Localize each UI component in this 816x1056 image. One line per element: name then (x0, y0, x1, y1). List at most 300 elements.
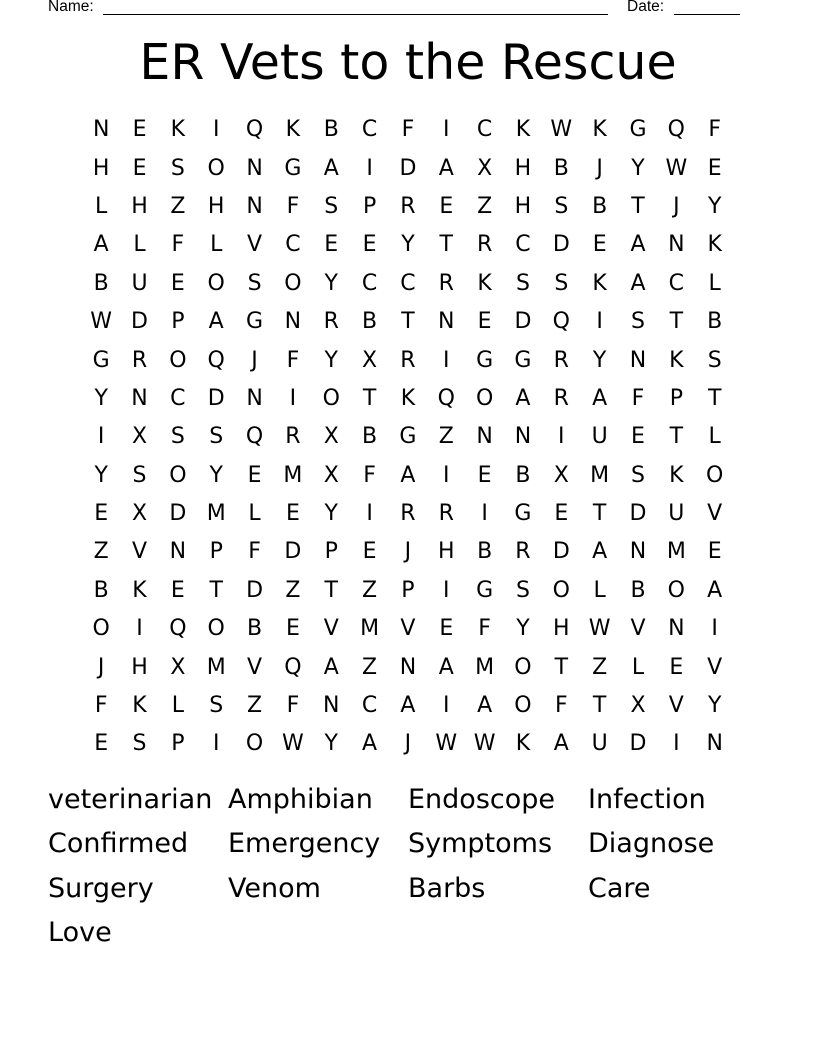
grid-letter[interactable]: Z (93, 539, 109, 565)
grid-letter[interactable]: E (707, 539, 722, 565)
grid-letter[interactable]: S (707, 347, 722, 373)
grid-letter[interactable]: O (706, 462, 724, 488)
grid-letter[interactable]: E (439, 193, 454, 219)
grid-letter[interactable]: F (286, 693, 300, 719)
grid-letter[interactable]: A (630, 232, 646, 258)
grid-letter[interactable]: N (131, 385, 148, 411)
grid-letter[interactable]: I (212, 117, 220, 143)
word-list-item: Venom (228, 872, 321, 904)
grid-letter[interactable]: M (206, 654, 226, 680)
grid-letter[interactable]: F (631, 385, 645, 411)
grid-letter[interactable]: M (475, 654, 495, 680)
grid-letter[interactable]: W (282, 731, 304, 757)
grid-letter[interactable]: Y (631, 155, 645, 181)
grid-letter[interactable]: O (284, 270, 302, 296)
grid-letter[interactable]: G (246, 309, 264, 335)
grid-letter[interactable]: A (592, 539, 608, 565)
grid-letter[interactable]: Q (207, 347, 225, 373)
grid-letter[interactable]: K (592, 270, 607, 296)
grid-letter[interactable]: Z (285, 577, 301, 603)
grid-letter[interactable]: V (131, 539, 148, 565)
grid-letter[interactable]: Y (324, 347, 338, 373)
grid-letter[interactable]: H (553, 616, 570, 642)
grid-letter[interactable]: N (668, 232, 685, 258)
grid-letter[interactable]: A (93, 232, 109, 258)
grid-letter[interactable]: A (400, 693, 416, 719)
grid-letter[interactable]: V (323, 616, 339, 642)
grid-letter[interactable]: K (515, 731, 531, 757)
grid-letter[interactable]: N (706, 731, 723, 757)
grid-letter[interactable]: E (707, 155, 722, 181)
grid-letter[interactable]: Q (245, 117, 264, 143)
grid-letter[interactable]: X (630, 693, 646, 719)
grid-letter[interactable]: Y (401, 232, 415, 258)
grid-letter[interactable]: A (400, 462, 416, 488)
grid-letter[interactable]: M (666, 539, 686, 565)
grid-letter[interactable]: R (131, 347, 148, 373)
grid-letter[interactable]: B (592, 193, 608, 219)
grid-letter[interactable]: A (208, 309, 224, 335)
grid-letter[interactable]: S (170, 155, 185, 181)
grid-letter[interactable]: A (515, 385, 531, 411)
grid-letter[interactable]: E (94, 731, 109, 757)
grid-letter[interactable]: Q (437, 385, 455, 411)
grid-letter[interactable]: N (476, 424, 493, 450)
grid-letter[interactable]: F (363, 462, 376, 488)
grid-letter[interactable]: H (207, 193, 225, 219)
grid-letter[interactable]: S (515, 577, 530, 603)
grid-letter[interactable]: T (362, 385, 377, 411)
grid-letter[interactable]: D (399, 155, 417, 181)
grid-letter[interactable]: K (132, 577, 147, 603)
grid-letter[interactable]: D (246, 577, 264, 603)
grid-letter[interactable]: N (246, 193, 263, 219)
grid-letter[interactable]: A (630, 270, 646, 296)
grid-letter[interactable]: P (669, 385, 683, 411)
grid-letter[interactable]: H (514, 193, 532, 219)
grid-letter[interactable]: K (707, 232, 722, 258)
grid-letter[interactable]: T (439, 232, 453, 258)
grid-letter[interactable]: E (132, 155, 147, 181)
grid-letter[interactable]: Y (707, 693, 722, 719)
grid-letter[interactable]: E (477, 462, 492, 488)
grid-letter[interactable]: C (476, 117, 493, 143)
grid-letter[interactable]: I (711, 616, 718, 642)
grid-letter[interactable]: H (514, 155, 532, 181)
grid-letter[interactable]: N (169, 539, 187, 565)
grid-letter[interactable]: N (629, 539, 647, 565)
grid-letter[interactable]: G (476, 577, 494, 603)
grid-letter[interactable]: W (473, 731, 496, 757)
grid-letter[interactable]: E (592, 232, 607, 258)
grid-letter[interactable]: V (707, 654, 723, 680)
word-list-item: Symptoms (408, 828, 553, 860)
grid-letter[interactable]: T (631, 193, 645, 219)
grid-letter[interactable]: A (438, 155, 454, 181)
grid-letter[interactable]: U (591, 424, 608, 450)
grid-letter[interactable]: O (322, 385, 340, 411)
grid-letter[interactable]: N (323, 693, 340, 719)
grid-letter[interactable]: C (668, 270, 685, 296)
grid-letter[interactable]: S (247, 270, 262, 296)
grid-letter[interactable]: I (481, 501, 488, 527)
name-label: Name: (48, 0, 94, 15)
grid-letter[interactable]: B (323, 117, 339, 143)
grid-letter[interactable]: H (437, 539, 455, 565)
grid-letter[interactable]: Q (245, 424, 264, 450)
grid-letter[interactable]: S (515, 270, 530, 296)
grid-letter[interactable]: N (284, 309, 302, 335)
grid-letter[interactable]: E (132, 117, 147, 143)
grid-letter[interactable]: D (131, 309, 148, 335)
grid-letter[interactable]: S (554, 270, 569, 296)
grid-letter[interactable]: Y (94, 385, 108, 411)
grid-letter[interactable]: D (284, 539, 302, 565)
page-title: ER Vets to the Rescue (139, 34, 677, 91)
grid-letter[interactable]: G (476, 347, 494, 373)
grid-letter[interactable]: T (209, 577, 223, 603)
grid-letter[interactable]: T (592, 693, 607, 719)
grid-letter[interactable]: Q (169, 616, 187, 642)
grid-letter[interactable]: K (170, 117, 186, 143)
grid-letter[interactable]: K (592, 117, 607, 143)
grid-letter[interactable]: E (439, 616, 454, 642)
grid-letter[interactable]: M (283, 462, 303, 488)
grid-letter[interactable]: M (206, 501, 226, 527)
grid-letter[interactable]: B (553, 155, 569, 181)
grid-letter[interactable]: O (207, 270, 225, 296)
grid-letter[interactable]: A (438, 654, 454, 680)
grid-letter[interactable]: R (400, 347, 416, 373)
grid-letter[interactable]: I (443, 693, 450, 719)
grid-letter[interactable]: O (514, 693, 532, 719)
grid-letter[interactable]: I (558, 424, 565, 450)
grid-letter[interactable]: D (552, 232, 570, 258)
grid-letter[interactable]: N (668, 616, 685, 642)
grid-letter[interactable]: Y (707, 193, 722, 219)
grid-letter[interactable]: X (362, 347, 378, 373)
grid-letter[interactable]: S (631, 309, 645, 335)
grid-letter[interactable]: L (631, 654, 645, 680)
grid-letter[interactable]: D (207, 385, 225, 411)
grid-letter[interactable]: P (171, 731, 185, 757)
grid-letter[interactable]: E (285, 616, 300, 642)
grid-letter[interactable]: Q (284, 654, 302, 680)
grid-letter[interactable]: K (669, 462, 684, 488)
grid-letter[interactable]: T (592, 501, 607, 527)
grid-letter[interactable]: S (324, 193, 339, 219)
grid-letter[interactable]: S (132, 731, 147, 757)
grid-letter[interactable]: R (323, 309, 339, 335)
grid-letter[interactable]: O (514, 654, 532, 680)
grid-letter[interactable]: E (324, 232, 339, 258)
grid-letter[interactable]: N (514, 424, 532, 450)
grid-letter[interactable]: B (477, 539, 493, 565)
header-fields (48, 0, 748, 18)
grid-letter[interactable]: H (131, 193, 148, 219)
grid-letter[interactable]: K (400, 385, 416, 411)
grid-letter[interactable]: K (669, 347, 684, 373)
grid-letter[interactable]: B (93, 577, 109, 603)
grid-letter[interactable]: E (477, 309, 492, 335)
grid-letter[interactable]: L (133, 232, 146, 258)
grid-letter[interactable]: P (401, 577, 415, 603)
grid-letter[interactable]: L (593, 577, 606, 603)
date-field-line[interactable] (674, 14, 740, 15)
grid-letter[interactable]: C (361, 117, 378, 143)
word-list-item: Barbs (408, 872, 486, 904)
grid-letter[interactable]: B (362, 309, 378, 335)
grid-letter[interactable]: D (514, 309, 532, 335)
grid-letter[interactable]: G (514, 347, 532, 373)
grid-letter[interactable]: T (669, 309, 684, 335)
grid-letter[interactable]: W (550, 117, 573, 143)
grid-letter[interactable]: Z (438, 424, 454, 450)
grid-letter[interactable]: K (285, 117, 301, 143)
grid-letter[interactable]: C (515, 232, 531, 258)
grid-letter[interactable]: O (245, 731, 264, 757)
grid-letter[interactable]: Y (324, 731, 338, 757)
grid-letter[interactable]: C (400, 270, 416, 296)
grid-letter[interactable]: R (438, 501, 454, 527)
grid-letter[interactable]: E (362, 232, 377, 258)
grid-letter[interactable]: P (324, 539, 338, 565)
grid-letter[interactable]: B (93, 270, 109, 296)
grid-letter[interactable]: T (401, 309, 415, 335)
grid-letter[interactable]: N (246, 385, 263, 411)
grid-letter[interactable]: O (169, 347, 187, 373)
grid-letter[interactable]: T (707, 385, 722, 411)
grid-letter[interactable]: Q (552, 309, 570, 335)
grid-row (82, 149, 734, 187)
grid-letter[interactable]: I (443, 117, 450, 143)
grid-letter[interactable]: O (169, 462, 187, 488)
grid-letter[interactable]: X (553, 462, 569, 488)
grid-letter[interactable]: L (95, 193, 108, 219)
grid-letter[interactable]: U (668, 501, 685, 527)
grid-letter[interactable]: V (668, 693, 684, 719)
grid-letter[interactable]: M (360, 616, 380, 642)
grid-letter[interactable]: Y (209, 462, 223, 488)
grid-letter[interactable]: K (515, 117, 531, 143)
grid-letter[interactable]: G (284, 155, 302, 181)
grid-letter[interactable]: L (210, 232, 223, 258)
grid-letter[interactable]: L (248, 501, 261, 527)
grid-letter[interactable]: J (97, 654, 105, 680)
grid-letter[interactable]: Z (362, 654, 378, 680)
grid-letter[interactable]: U (591, 731, 608, 757)
grid-letter[interactable]: O (667, 577, 685, 603)
grid-letter[interactable]: I (366, 501, 373, 527)
grid-letter[interactable]: E (362, 539, 377, 565)
word-list-item: Amphibian (228, 784, 373, 815)
grid-letter[interactable]: R (285, 424, 301, 450)
grid-letter[interactable]: M (590, 462, 610, 488)
grid-letter[interactable]: P (171, 309, 185, 335)
grid-letter[interactable]: V (400, 616, 416, 642)
grid-letter[interactable]: U (131, 270, 148, 296)
grid-letter[interactable]: O (207, 155, 225, 181)
grid-letter[interactable]: A (553, 731, 569, 757)
grid-letter[interactable]: J (404, 731, 412, 757)
grid-letter[interactable]: O (475, 385, 494, 411)
grid-letter[interactable]: X (323, 424, 339, 450)
grid-letter[interactable]: D (629, 501, 647, 527)
grid-letter[interactable]: S (209, 424, 224, 450)
grid-letter[interactable]: F (286, 347, 300, 373)
grid-letter[interactable]: F (94, 693, 108, 719)
grid-letter[interactable]: Q (667, 117, 685, 143)
grid-letter[interactable]: B (247, 616, 263, 642)
grid-letter[interactable]: A (592, 385, 608, 411)
grid-letter[interactable]: T (554, 654, 569, 680)
grid-letter[interactable]: K (477, 270, 492, 296)
grid-letter[interactable]: O (207, 616, 225, 642)
grid-letter[interactable]: V (707, 501, 723, 527)
grid-letter[interactable]: E (170, 270, 185, 296)
grid-letter[interactable]: I (443, 347, 450, 373)
grid-letter[interactable]: N (629, 347, 647, 373)
grid-letter[interactable]: V (247, 232, 263, 258)
grid-letter[interactable]: E (554, 501, 569, 527)
grid-letter[interactable]: R (438, 270, 454, 296)
grid-letter[interactable]: N (438, 309, 455, 335)
grid-letter[interactable]: T (324, 577, 338, 603)
grid-letter[interactable]: Z (170, 193, 186, 219)
grid-letter[interactable]: I (596, 309, 603, 335)
grid-letter[interactable]: G (399, 424, 417, 450)
grid-letter[interactable]: S (170, 424, 185, 450)
grid-letter[interactable]: B (630, 577, 646, 603)
grid-letter[interactable]: G (514, 501, 532, 527)
grid-letter[interactable]: L (171, 693, 184, 719)
grid-letter[interactable]: T (669, 424, 684, 450)
grid-letter[interactable]: Y (94, 462, 108, 488)
grid-letter[interactable]: E (94, 501, 109, 527)
grid-letter[interactable]: F (478, 616, 491, 642)
grid-letter[interactable]: P (209, 539, 223, 565)
grid-letter[interactable]: C (170, 385, 186, 411)
grid-letter[interactable]: W (90, 309, 113, 335)
grid-letter[interactable]: C (285, 232, 301, 258)
grid-letter[interactable]: B (362, 424, 378, 450)
name-field-line[interactable] (103, 14, 608, 15)
grid-letter[interactable]: B (707, 309, 723, 335)
grid-letter[interactable]: D (169, 501, 187, 527)
grid-letter[interactable]: Z (477, 193, 493, 219)
grid-letter[interactable]: F (401, 117, 415, 143)
grid-letter[interactable]: V (630, 616, 646, 642)
grid-letter[interactable]: E (247, 462, 262, 488)
grid-letter[interactable]: J (404, 539, 412, 565)
grid-letter[interactable]: Z (592, 654, 608, 680)
grid-letter[interactable]: G (629, 117, 647, 143)
grid-letter[interactable]: R (400, 193, 416, 219)
grid-letter[interactable]: Y (516, 616, 530, 642)
grid-letter[interactable]: K (132, 693, 147, 719)
grid-letter[interactable]: R (553, 385, 569, 411)
grid-letter[interactable]: J (673, 193, 680, 219)
grid-letter[interactable]: I (212, 731, 220, 757)
grid-letter[interactable]: L (708, 424, 721, 450)
grid-letter[interactable]: F (171, 232, 185, 258)
grid-letter[interactable]: H (92, 155, 110, 181)
grid-letter[interactable]: I (443, 577, 450, 603)
grid-letter[interactable]: L (708, 270, 721, 296)
grid-letter[interactable]: A (477, 693, 493, 719)
grid-letter[interactable]: A (707, 577, 723, 603)
grid-letter[interactable]: N (92, 117, 110, 143)
grid-letter[interactable]: X (477, 155, 493, 181)
grid-letter[interactable]: Y (324, 501, 338, 527)
grid-letter[interactable]: R (553, 347, 569, 373)
grid-letter[interactable]: X (131, 424, 148, 450)
grid-letter[interactable]: O (92, 616, 110, 642)
grid-letter[interactable]: C (361, 693, 378, 719)
grid-letter[interactable]: W (665, 155, 688, 181)
grid-letter[interactable]: W (435, 731, 458, 757)
grid-letter[interactable]: I (136, 616, 143, 642)
grid-letter[interactable]: E (170, 577, 185, 603)
grid-letter[interactable]: X (170, 654, 186, 680)
grid-letter[interactable]: D (629, 731, 647, 757)
grid-letter[interactable]: S (132, 462, 147, 488)
grid-letter[interactable]: F (286, 193, 300, 219)
grid-letter[interactable]: N (246, 155, 263, 181)
grid-letter[interactable]: R (515, 539, 531, 565)
grid-letter[interactable]: I (289, 385, 297, 411)
grid-letter[interactable]: G (92, 347, 110, 373)
grid-letter[interactable]: E (631, 424, 645, 450)
grid-letter[interactable]: X (131, 501, 148, 527)
grid-letter[interactable]: F (554, 693, 568, 719)
grid-letter[interactable]: C (361, 270, 378, 296)
grid-letter[interactable]: Y (324, 270, 338, 296)
grid-letter[interactable]: X (323, 462, 339, 488)
grid-letter[interactable]: S (631, 462, 645, 488)
grid-letter[interactable]: Z (247, 693, 263, 719)
grid-letter[interactable]: J (596, 155, 603, 181)
grid-letter[interactable]: N (399, 654, 417, 680)
grid-letter[interactable]: A (362, 731, 378, 757)
grid-letter[interactable]: R (476, 232, 493, 258)
grid-letter[interactable]: F (708, 117, 721, 143)
grid-letter[interactable]: V (247, 654, 263, 680)
grid-letter[interactable]: O (552, 577, 570, 603)
grid-letter[interactable]: Z (362, 577, 378, 603)
grid-letter[interactable]: B (515, 462, 531, 488)
word-list-item: Endoscope (408, 784, 556, 815)
grid-letter[interactable]: H (131, 654, 148, 680)
grid-letter[interactable]: D (552, 539, 570, 565)
grid-letter[interactable]: I (673, 731, 680, 757)
grid-letter[interactable]: S (554, 193, 569, 219)
grid-letter[interactable]: R (400, 501, 416, 527)
grid-letter[interactable]: S (209, 693, 224, 719)
grid-letter[interactable]: A (323, 654, 339, 680)
grid-letter[interactable]: W (588, 616, 611, 642)
grid-letter[interactable]: Y (592, 347, 607, 373)
grid-letter[interactable]: I (97, 424, 105, 450)
grid-letter[interactable]: A (323, 155, 339, 181)
grid-letter[interactable]: J (251, 347, 258, 373)
grid-letter[interactable]: E (285, 501, 300, 527)
grid-letter[interactable]: F (248, 539, 261, 565)
grid-letter[interactable]: E (669, 654, 684, 680)
grid-letter[interactable]: I (443, 462, 450, 488)
grid-letter[interactable]: I (366, 155, 373, 181)
grid-letter[interactable]: P (362, 193, 377, 219)
